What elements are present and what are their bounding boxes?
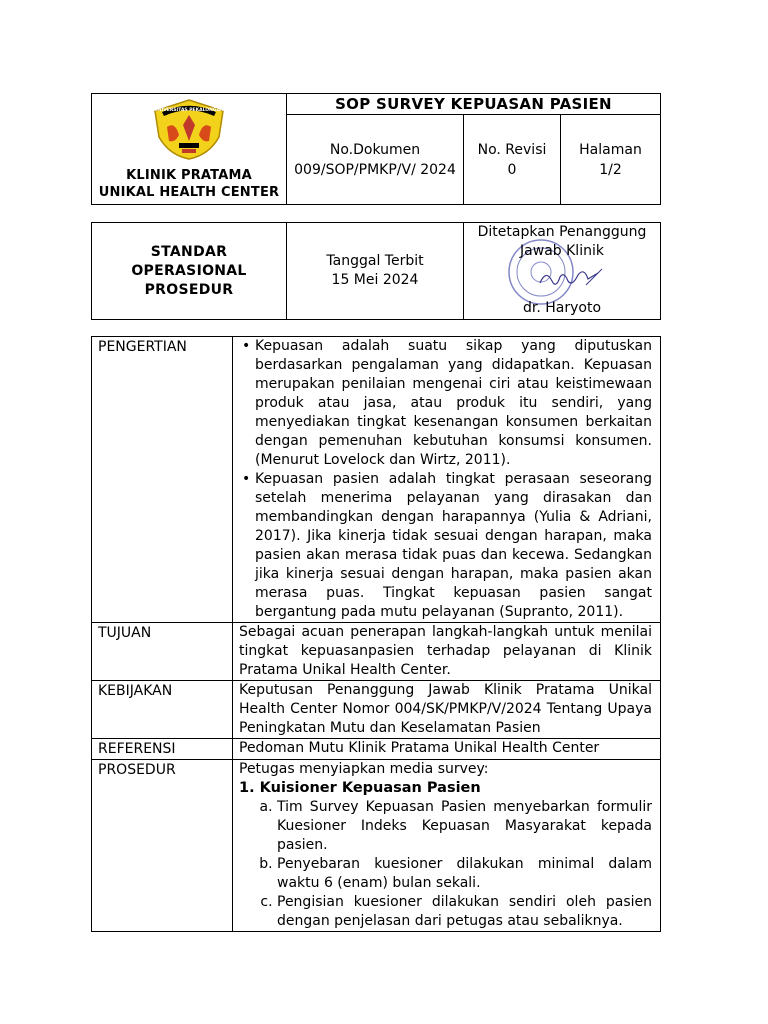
approval-line2: Jawab Klinik <box>520 243 604 259</box>
prosedur-label: PROSEDUR <box>92 760 233 932</box>
clinic-identity-cell <box>92 94 287 205</box>
revision-cell <box>464 115 561 205</box>
issue-date-label: Tanggal Terbit <box>326 253 424 269</box>
header-table <box>91 93 661 205</box>
pengertian-label: PENGERTIAN <box>92 337 233 623</box>
table-row <box>92 739 661 760</box>
university-logo <box>149 97 229 161</box>
document-number-cell <box>287 115 464 205</box>
page-cell <box>561 115 661 205</box>
kebijakan-content: Keputusan Penanggung Jawab Klinik Pratama Unikal Health Center Nomor 004/SK/PMKP/V/2024 Tentang Upaya Peningkatan Mutu dan Keselamatan Pasien <box>233 681 661 739</box>
referensi-content: Pedoman Mutu Klinik Pratama Unikal Health Center <box>233 739 661 760</box>
pengertian-text-1: Kepuasan adalah suatu sikap yang diputuskan berdasarkan pengalaman yang didapatkan. Kepuasan merupakan penilaian mengenai ciri atau keistimewaan produk atau jasa, atau produk itu sendiri, yang menyediakan tingkat kesenangan konsumen berkaitan dengan pemenuhan kebutuhan konsumsi konsumen. (Menurut Lovelock dan Wirtz, 2011). <box>255 338 652 468</box>
clinic-name-line2: UNIKAL HEALTH CENTER <box>98 185 280 200</box>
bullet-icon: • <box>242 338 251 354</box>
table-row <box>92 337 661 623</box>
tujuan-label: TUJUAN <box>92 623 233 681</box>
prosedur-content <box>233 760 661 932</box>
approval-title <box>464 223 660 261</box>
page-value: 1/2 <box>599 161 622 178</box>
signature <box>536 263 606 293</box>
approval-line1: Ditetapkan Penanggung <box>477 224 647 240</box>
list-item <box>242 337 652 470</box>
list-item <box>242 470 652 622</box>
prosedur-steps <box>239 798 652 931</box>
sop-type-line1: STANDAR <box>150 243 228 260</box>
info-table <box>91 222 661 320</box>
pengertian-list <box>239 337 652 622</box>
table-row <box>92 760 661 932</box>
sop-content-table <box>91 336 661 932</box>
prosedur-intro: Petugas menyiapkan media survey: <box>239 761 489 777</box>
document-number-value: 009/SOP/PMKP/V/ 2024 <box>294 161 456 178</box>
signer-name: dr. Haryoto <box>522 300 602 316</box>
pengertian-content <box>233 337 661 623</box>
document-title: SOP SURVEY KEPUASAN PASIEN <box>287 94 661 115</box>
revision-label: No. Revisi <box>477 141 547 158</box>
sop-type-cell <box>92 223 287 320</box>
revision-value: 0 <box>507 161 517 178</box>
sop-type-line3: PROSEDUR <box>144 281 234 298</box>
sop-type-line2: OPERASIONAL <box>131 262 247 279</box>
page-label: Halaman <box>579 141 642 158</box>
bullet-icon: • <box>242 471 251 487</box>
clinic-name <box>92 167 286 204</box>
clinic-name-line1: KLINIK PRATAMA <box>126 168 252 183</box>
table-row <box>92 623 661 681</box>
logo-text: UNIVERSITAS PEKALONGAN <box>154 108 224 113</box>
list-item: c. Pengisian kuesioner dilakukan sendiri oleh pasien dengan penjelasan dari petugas atau sebaliknya. <box>277 893 652 931</box>
list-item: b. Penyebaran kuesioner dilakukan minimal dalam waktu 6 (enam) bulan sekali. <box>277 855 652 893</box>
document-number-label: No.Dokumen <box>329 141 421 158</box>
issue-date-value: 15 Mei 2024 <box>331 272 419 288</box>
pengertian-text-2: Kepuasan pasien adalah tingkat perasaan seseorang setelah menerima pelayanan yang dirasakan dan membandingkan dengan harapannya (Yulia & Adriani, 2017). Jika kinerja tidak sesuai dengan harapan, maka pasien akan merasa tidak puas dan kecewa. Sedangkan jika kinerja sesuai dengan harapan, maka pasien akan merasa puas. Tingkat kepuasan pasien sangat bergantung pada mutu pelayanan (Supranto, 2011). <box>255 471 652 620</box>
kebijakan-label: KEBIJAKAN <box>92 681 233 739</box>
table-row <box>92 681 661 739</box>
issue-date-cell <box>287 223 464 320</box>
list-item: a. Tim Survey Kepuasan Pasien menyebarkan formulir Kuesioner Indeks Kepuasan Masyarakat kepada pasien. <box>277 798 652 855</box>
prosedur-heading-1: 1. Kuisioner Kepuasan Pasien <box>239 780 481 796</box>
approval-cell <box>464 223 661 320</box>
referensi-label: REFERENSI <box>92 739 233 760</box>
tujuan-content: Sebagai acuan penerapan langkah-langkah untuk menilai tingkat kepuasanpasien terhadap pelayanan di Klinik Pratama Unikal Health Center. <box>233 623 661 681</box>
